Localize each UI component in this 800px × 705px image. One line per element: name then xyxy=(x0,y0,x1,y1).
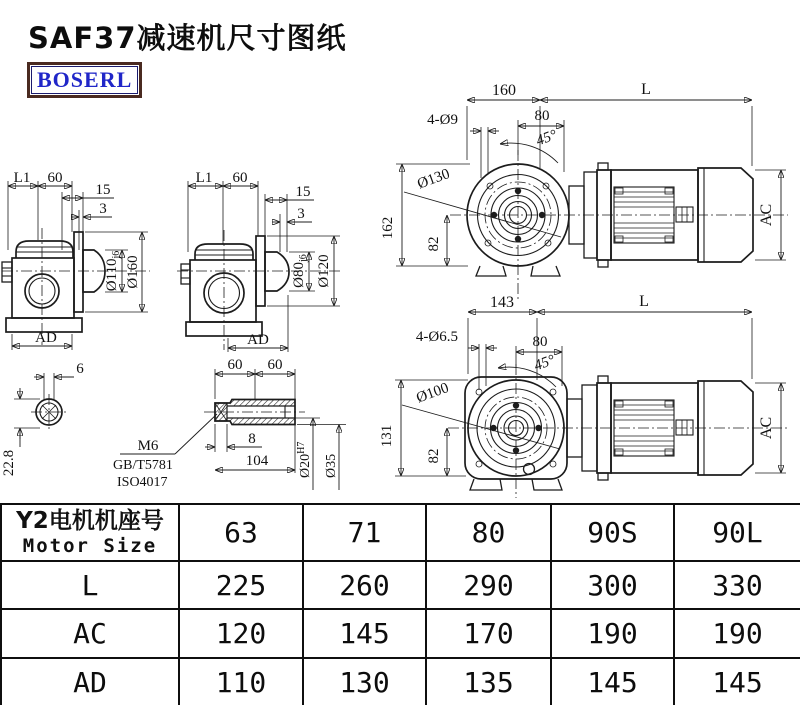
dim-15-label-1: 15 xyxy=(95,182,111,198)
dim-131-label: 131 xyxy=(379,424,395,448)
column-header-90s: 90S xyxy=(551,504,674,561)
dim-shaft-60b-label: 60 xyxy=(267,357,283,373)
dim-82-label-bottom: 82 xyxy=(426,448,442,464)
cell-AC-90l: 190 xyxy=(674,609,800,658)
dim-od-label: Ø35 xyxy=(324,453,339,478)
dim-228-label: 22.8 xyxy=(1,449,17,477)
dim-flange-dia-label-2: Ø120 xyxy=(316,254,332,288)
dim-3-label-1: 3 xyxy=(99,201,107,217)
cell-AD-63: 110 xyxy=(179,658,303,705)
assembly-bottom-view xyxy=(379,293,788,498)
cell-AC-80: 170 xyxy=(426,609,551,658)
column-header-71: 71 xyxy=(303,504,426,561)
dim-15-label-2: 15 xyxy=(295,184,311,200)
cell-AD-90s: 145 xyxy=(551,658,674,705)
table-row-AC xyxy=(1,609,800,658)
brand-logo xyxy=(27,62,142,98)
page-title: SAF37减速机尺寸图纸 xyxy=(28,21,347,55)
dim-L-label-top: L xyxy=(641,81,651,98)
column-header-90l: 90L xyxy=(674,504,800,561)
dim-ac-label-top: AC xyxy=(758,203,775,227)
header-motor-size xyxy=(1,504,179,561)
cell-AC-63: 120 xyxy=(179,609,303,658)
dim-104-label: 104 xyxy=(245,453,269,469)
dim-3-label-2: 3 xyxy=(297,206,305,222)
column-header-80: 80 xyxy=(426,504,551,561)
cell-AC-71: 145 xyxy=(303,609,426,658)
dim-60-label-1: 60 xyxy=(47,170,63,186)
cell-AD-71: 130 xyxy=(303,658,426,705)
cell-L-90s: 300 xyxy=(551,561,674,609)
table-row-L xyxy=(1,561,800,609)
cell-L-71: 260 xyxy=(303,561,426,609)
dim-holes-label-bottom: 4-Ø6.5 xyxy=(415,329,458,345)
dim-8-label: 8 xyxy=(248,431,256,447)
motor-size-table xyxy=(0,503,800,705)
cell-L-63: 225 xyxy=(179,561,303,609)
dim-6-label: 6 xyxy=(76,361,84,377)
dim-hub-dia-label-2: $Ø80_{j6}$ xyxy=(291,254,309,288)
dim-ad-label-2: AD xyxy=(247,332,269,348)
thread-callout-note xyxy=(113,414,217,490)
dim-holes-label-top: 4-Ø9 xyxy=(427,112,458,128)
dim-bore-label: $Ø20^{H7}$ xyxy=(296,441,313,478)
hollow-shaft-detail xyxy=(204,357,346,490)
header-motor-size-en: Motor Size xyxy=(22,534,158,557)
dim-ac-label-bottom: AC xyxy=(758,416,775,440)
dim-45-label-bottom: 45° xyxy=(532,352,558,375)
dim-80-label-bottom: 80 xyxy=(532,334,548,350)
column-header-63: 63 xyxy=(179,504,303,561)
cell-L-80: 290 xyxy=(426,561,551,609)
header-motor-size-cn: Y2电机机座号 xyxy=(16,507,164,534)
cell-L-90l: 330 xyxy=(674,561,800,609)
brand-logo-text: BOSERL xyxy=(31,66,138,94)
dim-l1-label-1: L1 xyxy=(13,170,31,186)
row-label-AC: AC xyxy=(1,609,179,658)
table-header-row xyxy=(1,504,800,561)
dim-82-label-top: 82 xyxy=(426,236,442,252)
gearbox-side-view-1 xyxy=(2,170,150,350)
thread-iso-label: ISO4017 xyxy=(117,475,168,490)
dim-bolt-circle-label-top: Ø130 xyxy=(415,166,453,193)
dim-l1-label-2: L1 xyxy=(195,170,213,186)
dim-45-label-top: 45° xyxy=(534,127,560,150)
gearbox-side-view-2 xyxy=(177,170,340,352)
cell-AD-90l: 145 xyxy=(674,658,800,705)
dim-flange-dia-label-1: Ø160 xyxy=(125,255,141,289)
thread-standard-label: GB/T5781 xyxy=(113,458,173,473)
cell-AD-80: 135 xyxy=(426,658,551,705)
dim-162-label: 162 xyxy=(380,216,396,240)
dim-shaft-60a-label: 60 xyxy=(227,357,243,373)
cell-AC-90s: 190 xyxy=(551,609,674,658)
shaft-cross-section xyxy=(1,361,84,476)
dim-160-label: 160 xyxy=(492,82,516,99)
dim-60-label-2: 60 xyxy=(232,170,248,186)
dim-80-label-top: 80 xyxy=(534,108,550,124)
row-label-L: L xyxy=(1,561,179,609)
assembly-top-view xyxy=(380,81,788,300)
dim-L-label-bottom: L xyxy=(639,293,649,310)
dim-hub-dia-label-1: $Ø110_{j6}$ xyxy=(104,250,122,292)
row-label-AD: AD xyxy=(1,658,179,705)
thread-size-label: M6 xyxy=(137,438,159,454)
table-row-AD xyxy=(1,658,800,705)
dim-143-label: 143 xyxy=(490,294,514,311)
dim-ad-label-1: AD xyxy=(35,330,57,346)
dim-bolt-circle-label-bottom: Ø100 xyxy=(414,380,452,407)
